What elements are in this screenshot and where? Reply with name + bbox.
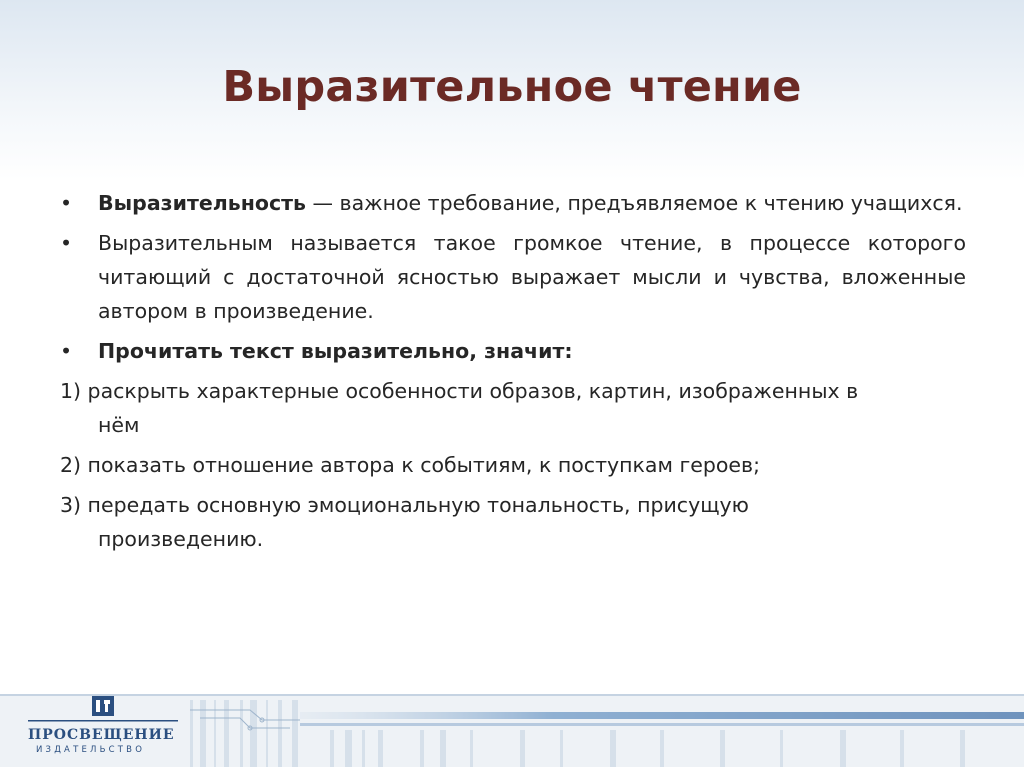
bullet-item [60,334,966,368]
numbered-item-continuation: нём [98,413,140,437]
bullet-text: Выразительным называется такое громкое чтение, в процессе которого читающий с достаточной ясностью выражает мысли и чувства, вложенные автором в произведение. [98,231,966,323]
numbered-item [60,448,966,482]
bullet-bold-text: Выразительность [98,191,306,215]
publisher-logo-name: ПРОСВЕЩЕНИЕ [28,727,175,743]
bullet-icon: • [60,191,73,215]
numbered-item [60,488,966,556]
bullet-icon: • [60,339,73,363]
publisher-logo-subtitle: ИЗДАТЕЛЬСТВО [36,745,146,755]
bullet-text: — важное требование, предъявляемое к чтению учащихся. [305,191,963,215]
numbered-item-continuation: произведению. [98,527,264,551]
bullet-bold-text: Прочитать текст выразительно, значит: [98,339,573,363]
numbered-item [60,374,966,442]
bullet-icon: • [60,231,73,255]
bullet-item [60,226,966,328]
numbered-item-text: 2) показать отношение автора к событиям, к поступкам героев; [60,453,761,477]
numbered-item-text: 3) передать основную эмоциональную тональность, присущую [60,493,749,517]
slide-content [60,186,966,562]
logo-icon [92,696,114,716]
numbered-item-text: 1) раскрыть характерные особенности образов, картин, изображенных в [60,379,859,403]
slide-title: Выразительное чтение [222,62,802,112]
bullet-item [60,186,966,220]
